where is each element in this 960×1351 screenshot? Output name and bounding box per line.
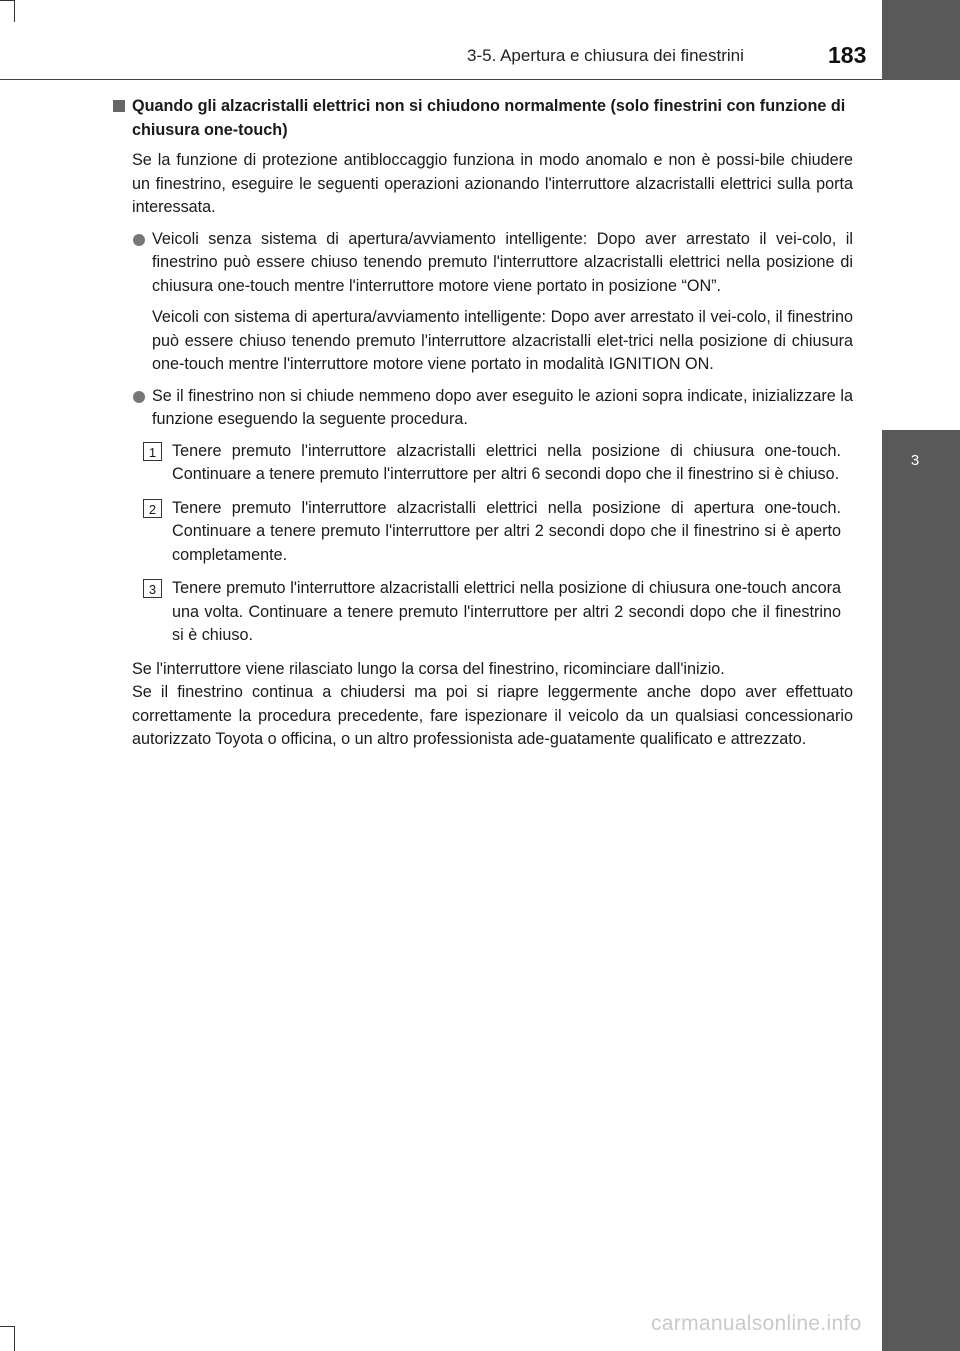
step-text: Tenere premuto l'interruttore alzacristalli elettrici nella posizione di chiusura one-touch. Continuare a tenere premuto l'interruttore per altri 6 secondi dopo che il finestrino si è chiuso. [172, 441, 841, 483]
step-text: Tenere premuto l'interruttore alzacristalli elettrici nella posizione di apertura one-touch. Continuare a tenere premuto l'interruttore per altri 2 secondi dopo che il finestrino si è aperto completamente. [172, 498, 841, 564]
bullet-sub-paragraph: Veicoli con sistema di apertura/avviamento intelligente: Dopo aver arrestato il vei-colo, il finestrino può essere chiuso tenendo premuto l'interruttore alzacristalli elet-trici nella posizione di chiusura one-touch mentre l'interruttore motore viene portato in modalità IGNITION ON. [152, 308, 853, 373]
crop-mark [14, 1326, 15, 1351]
section-heading [113, 95, 853, 142]
chapter-tab [882, 430, 960, 1351]
chapter-title: Funzionamento di ciascun componente [33, 516, 50, 777]
step-number: 3 [143, 579, 162, 598]
watermark: carmanualsonline.info [651, 1312, 862, 1335]
page-content [113, 95, 853, 752]
closing-paragraph: Se l'interruttore viene rilasciato lungo la corsa del finestrino, ricominciare dall'inizio. [132, 659, 725, 678]
bullet-item [113, 228, 853, 299]
intro-paragraph: Se la funzione di protezione antibloccaggio funziona in modo anomalo e non è possi-bile chiudere un finestrino, eseguire le seguenti operazioni azionando l'interruttore alzacristalli elettrici sulla porta interessata. [132, 151, 853, 216]
side-tab-top [882, 0, 960, 80]
header-rule [0, 79, 882, 80]
crop-mark [14, 0, 15, 22]
step-text: Tenere premuto l'interruttore alzacristalli elettrici nella posizione di chiusura one-touch ancora una volta. Continuare a tenere premuto l'interruttore per altri 2 secondi dopo che il finestrino si è chiuso. [172, 579, 841, 644]
square-bullet-icon [113, 100, 125, 112]
bullet-text: Se il finestrino non si chiude nemmeno dopo aver eseguito le azioni sopra indicate, inizializzare la funzione eseguendo la seguente procedura. [152, 386, 853, 428]
procedure-step [113, 497, 853, 568]
procedure-step [113, 440, 853, 487]
crop-mark [0, 1326, 14, 1327]
crop-mark [0, 0, 14, 1]
chapter-number: 3 [910, 452, 920, 469]
closing-paragraph: Se il finestrino continua a chiudersi ma poi si riapre leggermente anche dopo aver effettuato correttamente la procedura precedente, fare ispezionare il veicolo da un qualsiasi concessionario autorizzato Toyota o officina, o un altro professionista ade-guatamente qualificato e attrezzato. [132, 683, 853, 748]
heading-text: Quando gli alzacristalli elettrici non si chiudono normalmente (solo finestrini con funzione di chiusura one-touch) [132, 97, 846, 139]
section-title: 3-5. Apertura e chiusura dei finestrini [467, 46, 744, 65]
bullet-item [113, 385, 853, 432]
step-number: 1 [143, 442, 162, 461]
circle-bullet-icon [133, 391, 145, 403]
page-number: 183 [828, 42, 867, 68]
bullet-text: Veicoli senza sistema di apertura/avviamento intelligente: Dopo aver arrestato il vei-colo, il finestrino può essere chiuso tenendo premuto l'interruttore alzacristalli elettrici nella posizione di chiusura one-touch mentre l'interruttore motore viene portato in posizione “ON”. [152, 229, 853, 295]
step-number: 2 [143, 499, 162, 518]
circle-bullet-icon [133, 234, 145, 246]
procedure-step [113, 577, 853, 648]
